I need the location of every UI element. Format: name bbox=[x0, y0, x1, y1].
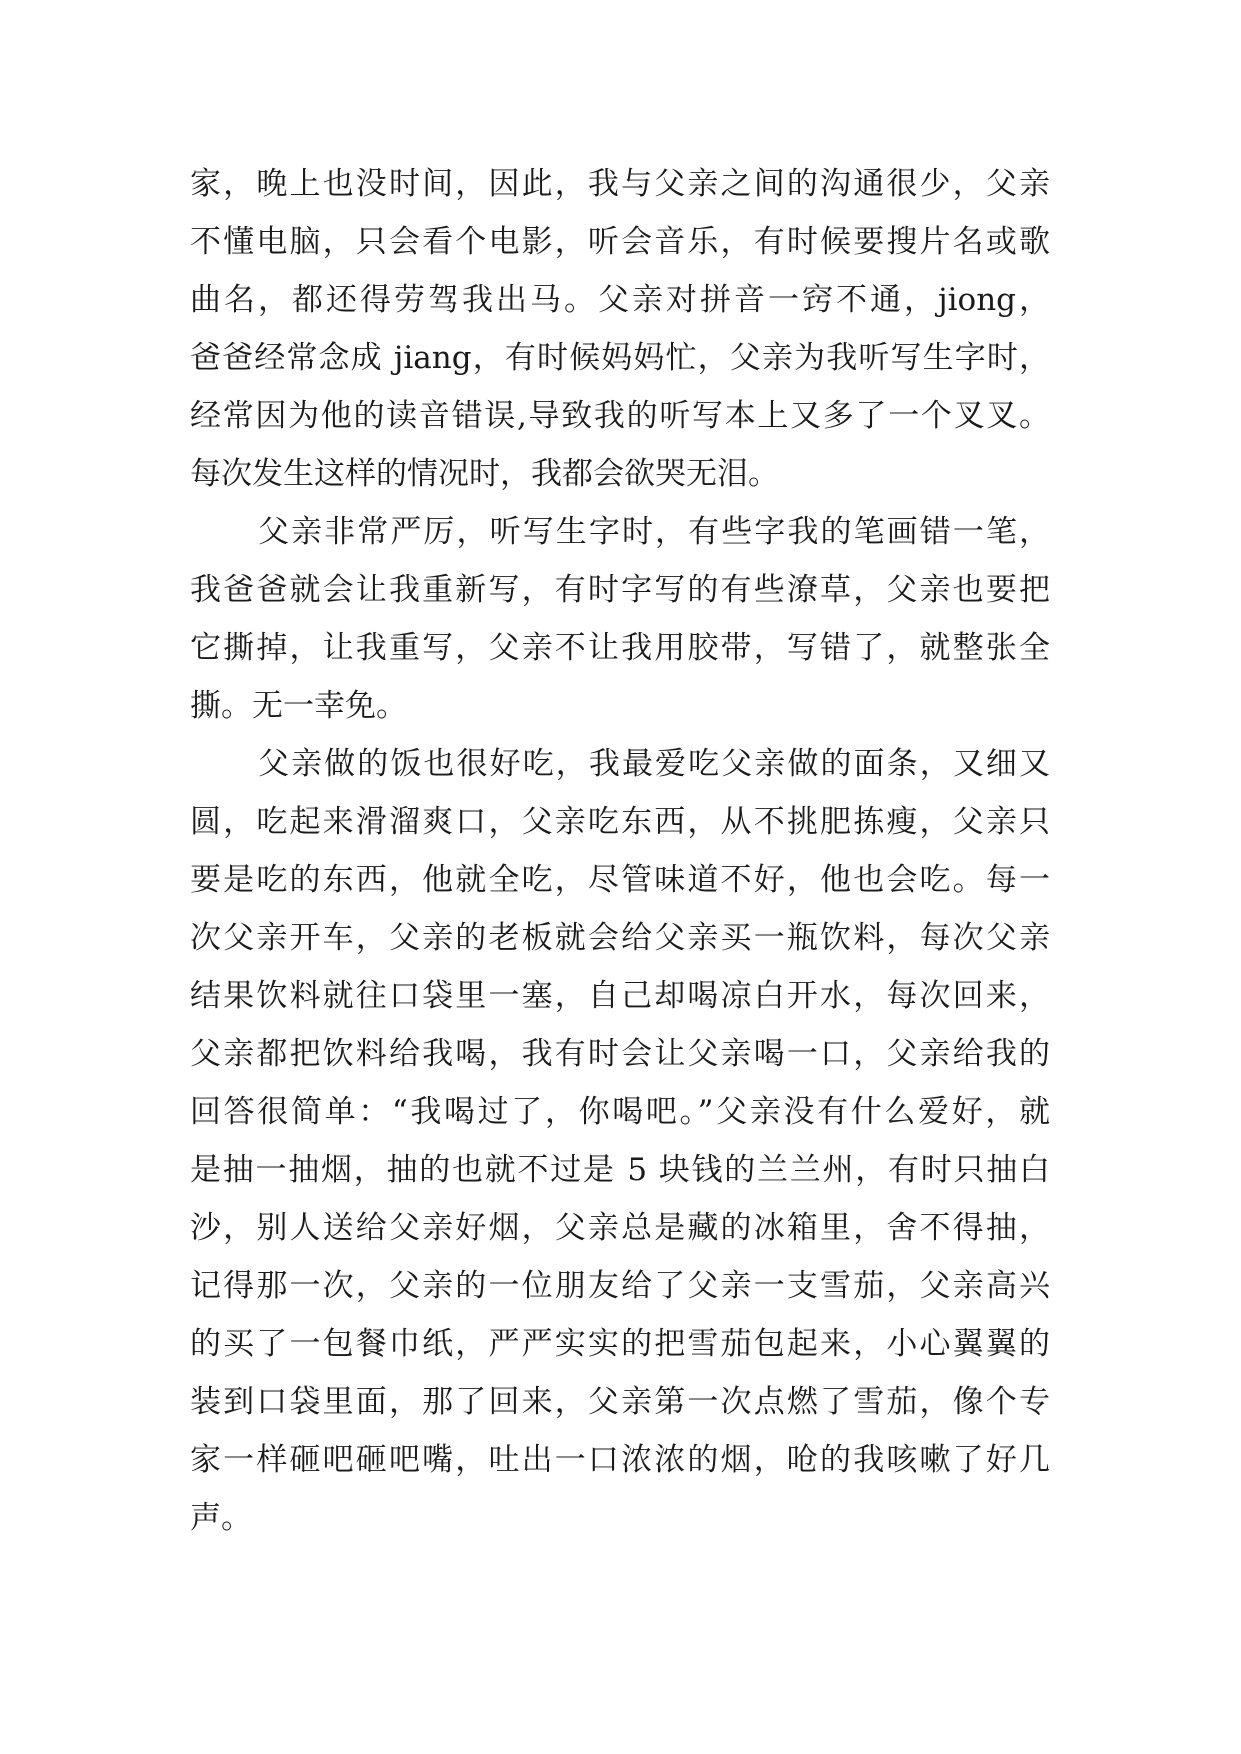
text-line: 曲名，都还得劳驾我出马。父亲对拼音一窍不通，jiong， bbox=[190, 282, 1050, 318]
text-line: 家一样砸吧砸吧嘴，吐出一口浓浓的烟，呛的我咳嗽了好几 bbox=[190, 1442, 1050, 1478]
text-line: 每次发生这样的情况时，我都会欲哭无泪。 bbox=[190, 456, 779, 492]
text-line: 装到口袋里面，那了回来，父亲第一次点燃了雪茄，像个专 bbox=[190, 1384, 1050, 1420]
text-line: 记得那一次，父亲的一位朋友给了父亲一支雪茄，父亲高兴 bbox=[190, 1268, 1050, 1304]
text-line: 我爸爸就会让我重新写，有时字写的有些潦草，父亲也要把 bbox=[190, 572, 1050, 608]
text-line: 不懂电脑，只会看个电影，听会音乐，有时候要搜片名或歌 bbox=[190, 224, 1050, 260]
text-line: 是抽一抽烟，抽的也就不过是 5 块钱的兰兰州，有时只抽白 bbox=[190, 1152, 1050, 1188]
text-line: 家，晚上也没时间，因此，我与父亲之间的沟通很少，父亲 bbox=[190, 166, 1050, 202]
text-line: 父亲都把饮料给我喝，我有时会让父亲喝一口，父亲给我的 bbox=[190, 1036, 1050, 1072]
text-line: 回答很简单：“我喝过了，你喝吧。”父亲没有什么爱好，就 bbox=[190, 1094, 1050, 1130]
text-line: 要是吃的东西，他就全吃，尽管味道不好，他也会吃。每一 bbox=[190, 862, 1050, 898]
text-line: 撕。无一幸免。 bbox=[190, 688, 407, 724]
text-line: 它撕掉，让我重写，父亲不让我用胶带，写错了，就整张全 bbox=[190, 630, 1050, 666]
text-line: 次父亲开车，父亲的老板就会给父亲买一瓶饮料，每次父亲 bbox=[190, 920, 1050, 956]
text-line: 父亲做的饭也很好吃，我最爱吃父亲做的面条，又细又 bbox=[258, 746, 1050, 782]
text-line: 经常因为他的读音错误,导致我的听写本上又多了一个叉叉。 bbox=[190, 398, 1050, 434]
text-line: 父亲非常严厉，听写生字时，有些字我的笔画错一笔， bbox=[258, 514, 1050, 550]
text-line: 沙，别人送给父亲好烟，父亲总是藏的冰箱里，舍不得抽， bbox=[190, 1210, 1050, 1246]
text-line: 结果饮料就往口袋里一塞，自己却喝凉白开水，每次回来， bbox=[190, 978, 1050, 1014]
text-line: 圆，吃起来滑溜爽口，父亲吃东西，从不挑肥拣瘦，父亲只 bbox=[190, 804, 1050, 840]
text-line: 爸爸经常念成 jiang，有时候妈妈忙，父亲为我听写生字时， bbox=[190, 340, 1050, 376]
body-text bbox=[190, 155, 1050, 1547]
text-line: 的买了一包餐巾纸，严严实实的把雪茄包起来，小心翼翼的 bbox=[190, 1326, 1050, 1362]
text-line: 声。 bbox=[190, 1500, 252, 1536]
